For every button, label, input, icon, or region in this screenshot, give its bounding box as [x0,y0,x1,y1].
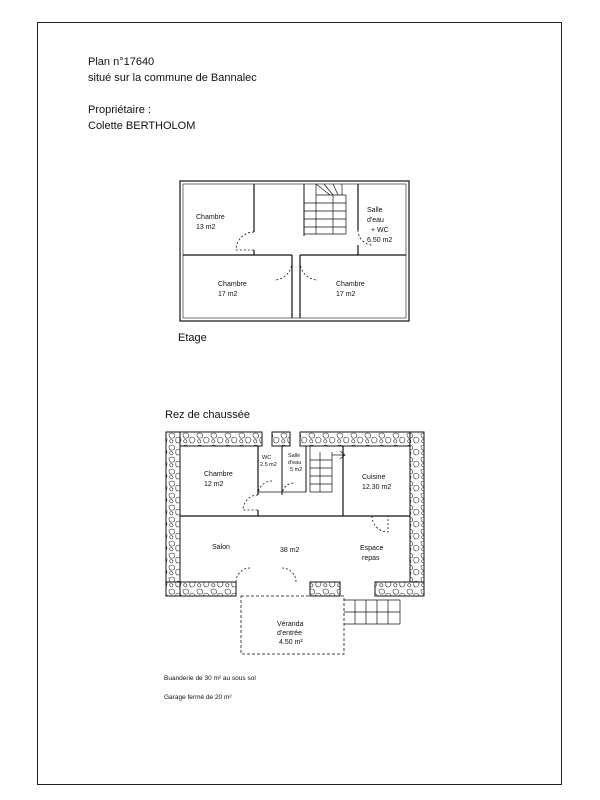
svg-text:d'eau [288,460,301,466]
svg-text:Cuisine [362,474,385,481]
room-area: 6.50 m2 [367,237,393,244]
etage-plan [180,181,409,321]
svg-text:+ WC [371,227,389,234]
svg-text:Rez de chaussée [165,409,250,421]
room-name: Salon [212,544,230,551]
svg-text:17 m2 [218,291,238,298]
door-swing [258,481,272,495]
door-swing [372,516,388,532]
room-area: 12 m2 [204,481,224,488]
svg-text:12.30 m2 [362,484,391,491]
room-area: 4.50 m² [279,639,303,646]
room-area: 17 m2 [336,291,356,298]
room-name: Chambre [196,214,225,221]
garage-note: Garage fermé de 20 m² [164,694,232,701]
room-name: WC [262,455,272,461]
stone-wall-bottom [180,582,236,596]
room-name: Espace [360,545,384,552]
room-name-2: repas [362,555,380,562]
stone-wall-top [272,432,290,446]
plan-number: Plan n°17640 [88,56,155,68]
door-swing [236,568,250,582]
rdc-staircase [310,446,345,492]
svg-text:Chambre [204,471,233,478]
door-swing [300,262,318,280]
svg-text:WC [262,455,271,461]
svg-text:Chambre [196,214,225,221]
stone-wall-top [180,432,262,446]
svg-text:Chambre [336,281,365,288]
room-area: 2.5 m2 [260,462,277,468]
svg-text:Chambre [218,281,247,288]
svg-text:5 m2 [290,467,302,473]
owner-title: Propriétaire : [88,104,151,116]
room-name: Chambre [336,281,365,288]
room-name-2: d'eau [288,460,302,466]
etage-staircase [304,184,346,234]
stone-wall-left [166,432,180,582]
room-name: Salle [288,453,301,459]
door-swing [243,495,258,510]
buanderie-note: Buanderie de 30 m² au sous sol [164,675,256,682]
svg-text:d'eau [367,217,384,224]
svg-text:Buanderie de 30 m² au sous sol [164,675,256,682]
entrance-steps [344,600,400,624]
svg-text:2.5 m2 [260,462,277,468]
rdc-labels [204,453,391,646]
commune-line: situé sur la commune de Bannalec [88,72,257,84]
room-name: Salle [367,207,383,214]
svg-text:Salle [288,453,300,459]
door-swing [282,483,294,495]
svg-text:d'entrée [277,630,302,637]
etage-inner-wall [183,184,406,318]
room-name: Cuisine [362,474,386,481]
etage-labels [196,207,392,298]
stone-wall-right [410,432,424,582]
room-area: 17 m2 [218,291,238,298]
room-area: 5 m2 [290,467,303,473]
svg-text:4.50 m² [279,639,303,646]
room-name: Chambre [218,281,247,288]
owner-name: Colette BERTHOLOM [88,120,196,132]
room-name: Chambre [204,471,233,478]
room-name-2: d'eau [367,217,384,224]
svg-text:6.50 m2 [367,237,392,244]
door-swing [274,262,292,280]
room-name-3: + WC [371,227,389,234]
room-name: Véranda [277,621,304,628]
svg-text:Espace [360,545,383,552]
svg-text:38 m2 [280,547,300,554]
svg-text:Garage fermé de 20 m² [164,694,232,701]
etage-title: Etage [178,332,207,344]
svg-text:Etage [178,332,207,344]
rdc-title: Rez de chaussée [165,409,250,421]
svg-text:Salon [212,544,230,551]
door-swing [236,232,254,250]
svg-text:13 m2 [196,224,216,231]
stone-wall-bottom [375,582,424,596]
svg-text:17 m2 [336,291,356,298]
room-area: 13 m2 [196,224,216,231]
door-swing [282,568,296,582]
room-name-2: d'entrée [277,630,303,637]
stone-wall-corner [166,582,180,596]
room-area: 12.30 m2 [362,484,392,491]
svg-text:Salle [367,207,383,214]
room-area: 38 m2 [280,547,300,554]
etage-outer-wall [180,181,409,321]
stone-wall-bottom [310,582,340,596]
svg-text:12 m2 [204,481,224,488]
svg-text:repas [362,555,380,562]
svg-text:Véranda [277,621,304,628]
stone-wall-top [300,432,410,446]
